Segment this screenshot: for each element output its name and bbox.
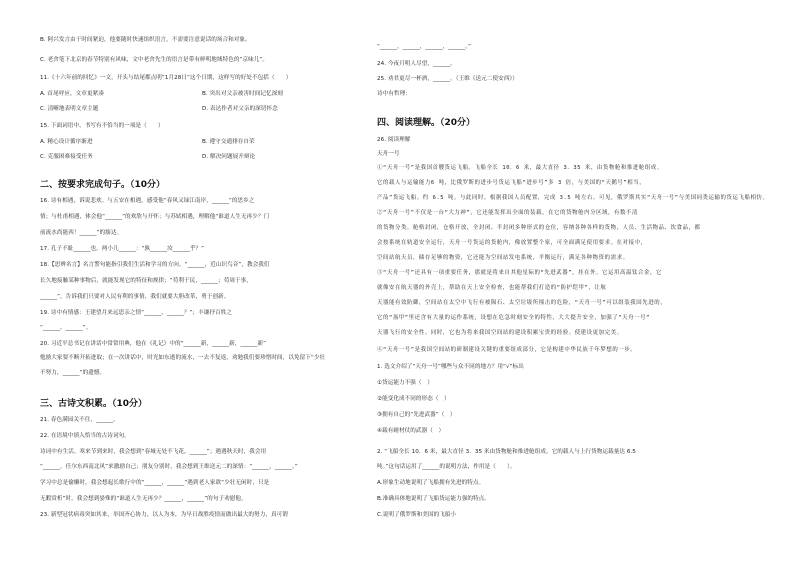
text-line: 诗词中有生活。寒来节到来时，我会想到“春城无处不飞花，______”；遇遇秋天时，我会用 <box>40 449 267 455</box>
text-line: “______，______”。 <box>40 325 92 331</box>
option-a[interactable]: A.形象生动地说明了飞船拥有先进的特点。 <box>377 480 485 486</box>
passage-line: 就像安在航天器的外壳上，帮助在天上安全检查，也能帮我们打造的“防护铠甲”，让航 <box>377 285 607 291</box>
passage-line: 它的载人与运输能力6 吨，比俄罗斯的进步号货运飞船“进步号”多 3 倍，与美国的“天鹅号”相当， <box>377 180 646 186</box>
text-line: 勉励大家要不断开拓进取；在一次讲话中，时光如东逝的流水，一去不复返，劝勉我们要珍惜时间，以免留下“少壮 <box>40 355 326 361</box>
passage-line: ②“天舟一号”不仅是一台“大力神”，它还能发挥出全面的装载，在它的货物舱内分区域，有数不清 <box>377 210 638 216</box>
question-26: 26. 阅读理解 <box>377 137 411 143</box>
question-15: 15. 下面词语中，书写有不恰当的一项是（ ） <box>40 123 164 129</box>
option-d: D. 表达作者对父亲的深切怀念 <box>202 106 278 112</box>
passage-line: 天器能有效防御，空间站在太空中飞行有被陨石、太空垃圾所撞击的危险，“天舟一号”可以组装我国先进的， <box>377 300 667 306</box>
text-line: 学习中总是偷懒时，我会想起长歌行中的“______，______”遇到老人家欲“少壮无闲时，只是 <box>40 480 270 486</box>
question-21: 21. 春色满园关不住，______。 <box>40 417 119 423</box>
question-17: 17. 孔子不耻______也，两小儿______：“孰______汝______乎？” <box>40 246 205 252</box>
text-line: 诗中有哲理： <box>377 91 411 97</box>
passage-line: 天器飞行的安全性。同时，它也为将来我国空间站的建设积累宝贵的经验。使建设更加完美。 <box>377 330 623 336</box>
question-23: 23. 新型冠状病毒突如其来，举国齐心协力，以人为本，为早日战胜疫情而做出最大的努力，真可谓 <box>40 512 288 518</box>
passage-line: ④“天舟一号”是我国空间站的研制建设关键的重要组成部分，它是构建中华民族千年梦想的一步。 <box>377 347 637 353</box>
section-3-title: 三、古诗文积累。（10分） <box>40 399 148 409</box>
passage-line: ③“天舟一号”还具有一项重要任务，那就是将来自其他星际的“先进武器”，挂在外，它运用高温钛合金，它 <box>377 270 662 276</box>
choice-4[interactable]: ④载有耐材仗的武器（ ） <box>377 428 445 434</box>
text-line: ______”，告诉我们只要对人民有利的事情，我们就要大胆改革，勇于创新。 <box>40 294 230 300</box>
passage-line: 空间站航天员，储存足够的物资，它还能为空间站发电系统，平衡运行，满足各种物资的需求。 <box>377 255 629 261</box>
question-22: 22. 在语境中填入恰当的古诗词句。 <box>40 433 130 439</box>
question-18: 18.【思辨名言】名言警句能指引我们生活和学习的方向。“______，近山识鸟音”，教会我们 <box>40 262 270 268</box>
passage-line: 的货物分类。舱格封闭，仓格开放，全封闭、半封闭多种形式的仓位，容纳各种各样的货物，人员、生活物品、饮食品，都 <box>377 225 701 231</box>
text-line: 情；与杜甫相遇，体会他“______”的欢欣与开怀；与苏轼相遇，理解他“谁道人生无再少？门 <box>40 214 270 220</box>
option-c[interactable]: C.说明了俄罗斯和美国的飞船小 <box>377 512 457 518</box>
option-c: C. 克服困难接受任务 <box>40 154 93 160</box>
question-25: 25. 劝君更尽一杯酒，______。（王维《送元二使安西》） <box>377 76 518 82</box>
choice-3[interactable]: ③拥有自己的“先进武器”（ ） <box>377 412 456 418</box>
option-b: B. 突出对父亲被害时间记忆深刻 <box>202 91 283 97</box>
passage-line: 它的“盔甲”里还含有大量的运作系统，设想在危急时刻安全的特性，大大提升安全，加强了“天舟一号” <box>377 315 650 321</box>
question-2: 2. “飞船全长 10．6 米，最大直径 3．35 米由货物舱和推进舱组成。它的载人与上行货物运载量达 6.5 <box>377 449 636 455</box>
passage-line: 会按系统在轨道安全运行，天舟一号货运的货舱内，像放置整个家，可全面满足使用要求。在对接中， <box>377 240 647 246</box>
question-16: 16. 诗有相遇，诉说悲欢。与五安在相遇，感受他“春风又绿江南岸，______”的思乡之 <box>40 198 255 204</box>
question-19: 19. 诗中有情感：王建望月来远思亲之情“______，______？”；丰谦抒百姓之 <box>40 310 233 316</box>
text-line: 吨。”这句话运用了______的说明方法，作用是（ ）。 <box>377 464 516 470</box>
text-line: B. 阿兴发言由于时间紧迫，他要随时快速组织语言，不需要注意说话的场合和对象。 <box>40 37 251 43</box>
text-line: “______，任尔东西南北风”来激励自己；朋友分别时，我会想到王维送元二的深情：“______，______。” <box>40 464 298 470</box>
passage-title: 天舟一号 <box>377 151 400 157</box>
option-a: A. 首尾呼应，文章更紧凑 <box>40 91 104 97</box>
text-line: 前流水尚能西！______”的豁达。 <box>40 230 123 236</box>
option-b[interactable]: B.准确具体地说明了飞船货运能力强的特点。 <box>377 496 490 502</box>
passage-line: 产品”货运飞船。约 6.5 吨。与此同时，根据我国人员配置，完成 3.5 吨左右。可见，俄罗斯其实“天舟一号”与美国同类运输的货运飞船相仿。 <box>377 195 769 201</box>
answer-blanks: “______，______，______，______。” <box>377 44 471 50</box>
option-a: A. 精心设计循序渐进 <box>40 139 93 145</box>
option-b: B. 遵守交通排存自荣 <box>202 139 255 145</box>
choice-1[interactable]: ①货运能力不强（ ） <box>377 380 433 386</box>
section-2-title: 二、按要求完成句子。（10分） <box>40 180 166 190</box>
question-11: 11.《十六年前的回忆》一文，开头与结尾都点明“1月28日”这个日期，这样写的好处不包括（ ） <box>40 75 292 81</box>
option-d: D. 解决问题展开辩论 <box>202 154 256 160</box>
text-line: C. 老舍笔下北京的春节特别有风味，文中老舍先生的语言是带有鲜明地域特色的“京味儿”。 <box>40 57 268 63</box>
choice-2[interactable]: ②能变化成不同的形态（ ） <box>377 396 450 402</box>
section-4-title: 四、阅读理解。（20分） <box>377 118 476 128</box>
question-20: 20. 习近平总书记在讲话中常常用典，他在《礼记》中的“______新，______新，______新” <box>40 341 267 347</box>
text-line: 无暇赏析”时，我会想到晏殊的“谁道人生无再少？______，______”的句子劝慰他。 <box>40 496 247 502</box>
option-c: C. 清晰地表明文章主题 <box>40 106 99 112</box>
question-1: 1. 选文介绍了“天舟一号”哪些与众不同的地方？用“√”标出 <box>377 364 524 370</box>
question-24: 24. 今夜月明人尽望，______。 <box>377 61 456 67</box>
passage-line: ①“天舟一号”是我国首艘货运飞船。飞船全长 10．6 米，最大直径 3．35 米，由货物舱和推进舱组成。 <box>377 165 663 171</box>
text-line: 不努力，______”的遗憾。 <box>40 370 106 376</box>
text-line: 长久地接触某种事物后，就能发现它的特征和规律；“苟利于民，______；苟周于事， <box>40 278 252 284</box>
